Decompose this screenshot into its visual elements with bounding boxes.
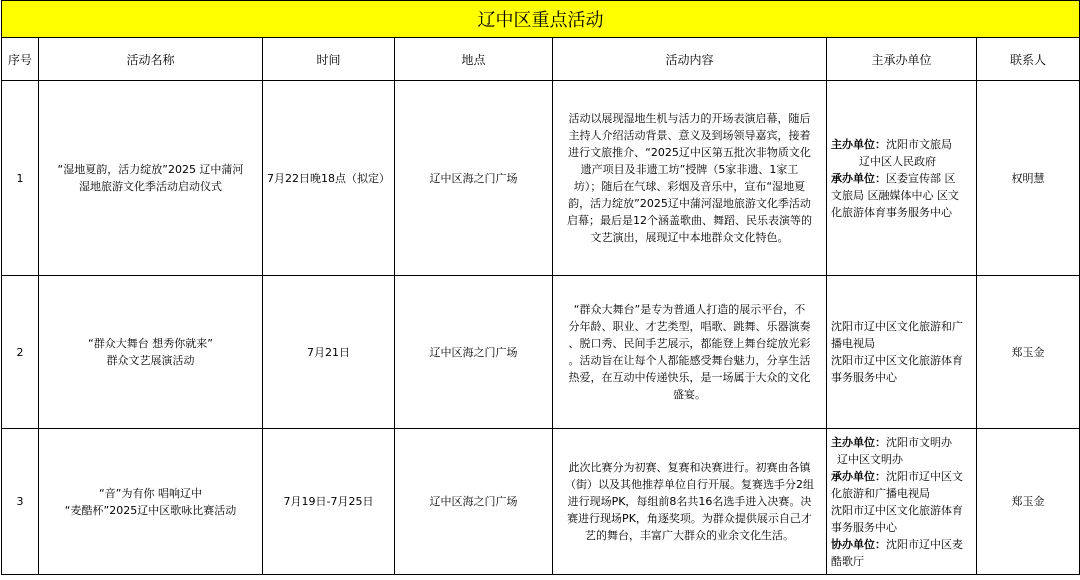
co-label: 协办单位： [831, 537, 886, 551]
host-text: 沈阳市文旅局 [886, 137, 952, 151]
host-text: 辽中区文明办 [837, 452, 903, 466]
header-row [2, 38, 1080, 81]
activity-contact: 郑玉金 [977, 429, 1080, 575]
content-line: 。活动旨在让每个人都能感受舞台魅力，分享生活 [568, 354, 811, 367]
content-line: 韵，活力绽放”2025辽中蒲河湿地旅游文化季活动 [568, 197, 811, 210]
content-line: 此次比赛分为初赛、复赛和决赛进行。初赛由各镇 [568, 461, 811, 474]
content-line: （街）以及其他推荐单位自行开展。复赛选手分2组 [565, 478, 814, 491]
activity-name [39, 276, 263, 429]
activity-time: 7月22日晚18点（拟定） [263, 81, 395, 276]
co-text: 沈阳市辽中区麦 [886, 537, 963, 551]
header-contact: 联系人 [977, 38, 1080, 81]
activity-name-line: “群众大舞台 想秀你就来” [88, 337, 213, 350]
host-line [831, 451, 972, 468]
activity-location: 辽中区海之门广场 [395, 81, 553, 276]
activity-table [1, 0, 1080, 575]
host-text: 沈阳市文明办 [886, 435, 952, 449]
content-line: 赛进行现场PK，角逐奖项。为群众提供展示自己才 [567, 512, 812, 525]
content-line: 热爱，在互动中传递快乐，是一场属于大众的文化 [568, 371, 811, 384]
host-label: 主办单位： [831, 435, 886, 449]
organizer-text: 沈阳市辽中区文化旅游体育 [831, 503, 963, 517]
organizer-text: 文旅局 区融媒体中心 区文 [831, 188, 959, 202]
activity-organizer [827, 429, 977, 575]
organizer-text: 事务服务中心 [831, 371, 897, 384]
content-line: 文艺演出，展现辽中本地群众文化特色。 [590, 231, 789, 244]
organizer-line [831, 170, 972, 187]
organizer-label: 承办单位： [831, 171, 886, 185]
organizer-text: 播电视局 [831, 337, 875, 350]
activity-name-line: “麦酷杯”2025辽中区歌咏比赛活动 [64, 503, 237, 517]
activity-time: 7月21日 [263, 276, 395, 429]
content-line: 活动以展现湿地生机与活力的开场表演启幕，随后 [568, 112, 811, 125]
content-line: 盛宴。 [673, 388, 706, 401]
header-organizer: 主承办单位 [827, 38, 977, 81]
row-index: 3 [2, 429, 39, 575]
header-content: 活动内容 [553, 38, 827, 81]
organizer-text: 事务服务中心 [831, 520, 897, 534]
co-text: 酷歌厅 [831, 554, 864, 568]
host-text: 辽中区人民政府 [859, 154, 936, 168]
organizer-text: 化旅游和广播电视局 [831, 486, 930, 500]
organizer-text: 沈阳市辽中区文 [886, 469, 963, 483]
activity-organizer [827, 81, 977, 276]
host-label: 主办单位： [831, 137, 886, 151]
activity-name [39, 429, 263, 575]
organizer-text: 沈阳市辽中区文化旅游和广 [831, 320, 963, 333]
activity-content [553, 429, 827, 575]
organizer-text: 化旅游体育事务服务中心 [831, 205, 952, 219]
activity-name-line: 湿地旅游文化季活动启动仪式 [79, 180, 222, 193]
content-line: 进行现场PK，每组前8名共16名选手进入决赛。决 [567, 495, 812, 508]
activity-organizer [827, 276, 977, 429]
co-line [831, 536, 972, 553]
table-row [2, 81, 1080, 276]
host-line [831, 136, 972, 153]
content-line: 进行文旅推介、“2025辽中区第五批次非物质文化 [568, 146, 811, 159]
row-index: 1 [2, 81, 39, 276]
organizer-text: 区委宣传部 区 [886, 171, 956, 185]
content-line: 启幕；最后是12个涵盖歌曲、舞蹈、民乐表演等的 [567, 214, 812, 227]
activity-name [39, 81, 263, 276]
activity-name-line: “湿地夏韵，活力绽放”2025 辽中蒲河 [57, 163, 244, 176]
activity-location: 辽中区海之门广场 [395, 276, 553, 429]
table-row [2, 276, 1080, 429]
activity-content [553, 81, 827, 276]
content-line: 主持人介绍活动背景、意义及到场领导嘉宾，接着 [568, 129, 811, 142]
header-time: 时间 [263, 38, 395, 81]
organizer-label: 承办单位： [831, 469, 886, 483]
activity-contact: 郑玉金 [977, 276, 1080, 429]
header-name: 活动名称 [39, 38, 263, 81]
content-line: 遗产项目及非遗工坊”授牌（5家非遗、1家工 [580, 163, 799, 176]
content-line: 坊）；随后在气球、彩烟及音乐中，宣布“湿地夏 [573, 180, 806, 193]
header-index: 序号 [2, 38, 39, 81]
organizer-text: 沈阳市辽中区文化旅游体育 [831, 354, 963, 367]
content-line: “群众大舞台”是专为普通人打造的展示平台，不 [573, 303, 806, 316]
organizer-line [831, 468, 972, 485]
activity-contact: 权明慧 [977, 81, 1080, 276]
header-location: 地点 [395, 38, 553, 81]
table-title: 辽中区重点活动 [2, 1, 1080, 38]
content-line: 、脱口秀、民间手艺展示，都能登上舞台绽放光彩 [568, 337, 811, 350]
row-index: 2 [2, 276, 39, 429]
activity-name-line: “音”为有你 唱响辽中 [99, 486, 202, 500]
table-row [2, 429, 1080, 575]
content-line: 分年龄、职业、才艺类型，唱歌、跳舞、乐器演奏 [568, 320, 811, 333]
content-line: 艺的舞台，丰富广大群众的业余文化生活。 [585, 529, 794, 542]
activity-name-line: 群众文艺展演活动 [106, 354, 195, 367]
activity-location: 辽中区海之门广场 [395, 429, 553, 575]
host-line [831, 434, 972, 451]
activity-time: 7月19日-7月25日 [263, 429, 395, 575]
host-line [831, 153, 972, 170]
activity-content [553, 276, 827, 429]
